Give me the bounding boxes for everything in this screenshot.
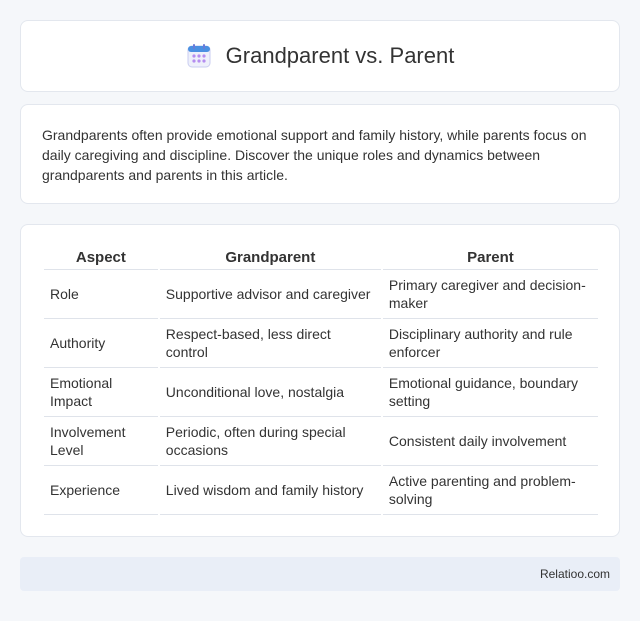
- table-cell: Primary caregiver and decision-maker: [383, 270, 598, 319]
- table-cell: Emotional guidance, boundary setting: [383, 368, 598, 417]
- table-cell: Role: [44, 270, 158, 319]
- table-header-row: [44, 245, 598, 270]
- table-cell: Involvement Level: [44, 417, 158, 466]
- calendar-icon: [186, 43, 212, 69]
- table-row: [44, 368, 598, 417]
- table-cell: Supportive advisor and caregiver: [160, 270, 381, 319]
- intro-card: [20, 104, 620, 204]
- table-row: [44, 466, 598, 515]
- table-cell: Authority: [44, 319, 158, 368]
- footer-brand: Relatioo.com: [539, 567, 610, 581]
- table-cell: Lived wisdom and family history: [160, 466, 381, 515]
- title-card: [20, 20, 620, 92]
- header-aspect: Aspect: [44, 245, 158, 270]
- intro-text: Grandparents often provide emotional support and family history, while parents focus on daily caregiving and discipline. Discover the unique roles and dynamics between grandparents and parents in this article.: [42, 127, 587, 183]
- header-grandparent: Grandparent: [160, 245, 381, 270]
- comparison-table: [42, 245, 600, 515]
- header-parent: Parent: [383, 245, 598, 270]
- table-cell: Unconditional love, nostalgia: [160, 368, 381, 417]
- table-cell: Emotional Impact: [44, 368, 158, 417]
- table-row: [44, 319, 598, 368]
- table-cell: Experience: [44, 466, 158, 515]
- comparison-card: [20, 224, 620, 537]
- table-cell: Active parenting and problem-solving: [383, 466, 598, 515]
- footer: [20, 557, 620, 591]
- table-cell: Periodic, often during special occasions: [160, 417, 381, 466]
- table-cell: Consistent daily involvement: [383, 417, 598, 466]
- table-cell: Respect-based, less direct control: [160, 319, 381, 368]
- table-cell: Disciplinary authority and rule enforcer: [383, 319, 598, 368]
- page-title: Grandparent vs. Parent: [225, 43, 455, 68]
- table-row: [44, 270, 598, 319]
- table-row: [44, 417, 598, 466]
